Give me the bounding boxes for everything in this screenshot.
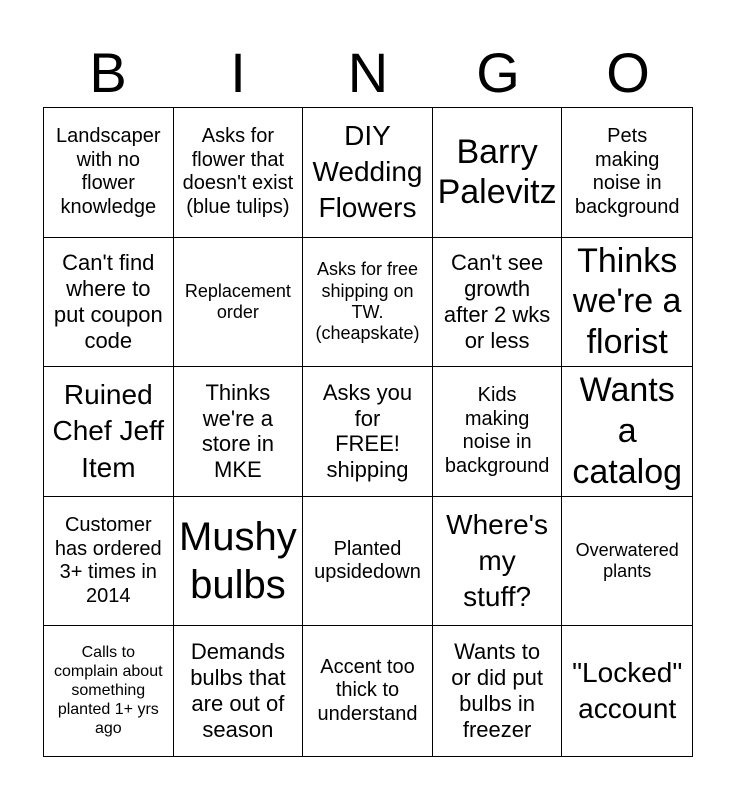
header-letter-o: O: [606, 41, 650, 104]
bingo-cell[interactable]: Barry Palevitz: [433, 108, 563, 238]
bingo-cell[interactable]: Thinks we're a store in MKE: [174, 367, 304, 497]
bingo-cell[interactable]: Overwatered plants: [562, 497, 692, 627]
bingo-cell[interactable]: Asks you for FREE! shipping: [303, 367, 433, 497]
bingo-cell[interactable]: Asks for flower that doesn't exist (blue tulips): [174, 108, 304, 238]
bingo-cell[interactable]: Pets making noise in background: [562, 108, 692, 238]
bingo-header: [43, 40, 693, 106]
bingo-cell[interactable]: Mushy bulbs: [174, 497, 304, 627]
bingo-cell[interactable]: Ruined Chef Jeff Item: [44, 367, 174, 497]
bingo-cell[interactable]: Demands bulbs that are out of season: [174, 626, 304, 756]
bingo-cell[interactable]: Replacement order: [174, 238, 304, 368]
bingo-cell[interactable]: Wants to or did put bulbs in freezer: [433, 626, 563, 756]
bingo-board: [43, 107, 693, 757]
bingo-cell[interactable]: Can't find where to put coupon code: [44, 238, 174, 368]
bingo-cell[interactable]: Thinks we're a florist: [562, 238, 692, 368]
header-letter-i: I: [230, 41, 246, 104]
bingo-cell[interactable]: Can't see growth after 2 wks or less: [433, 238, 563, 368]
bingo-cell[interactable]: "Locked" account: [572, 656, 683, 725]
bingo-cell[interactable]: Asks for free shipping on TW. (cheapskate): [303, 238, 433, 368]
bingo-cell[interactable]: Planted upsidedown: [303, 497, 433, 627]
bingo-cell[interactable]: Landscaper with no flower knowledge: [44, 108, 174, 238]
header-letter-g: G: [476, 41, 520, 104]
bingo-cell[interactable]: Accent too thick to understand: [303, 626, 433, 756]
bingo-cell[interactable]: Calls to complain about something planted 1+ yrs ago: [44, 626, 174, 756]
bingo-cell[interactable]: Wants a catalog: [562, 367, 692, 497]
header-letter-b: B: [89, 41, 127, 104]
bingo-cell[interactable]: Kids making noise in background: [433, 367, 563, 497]
bingo-cell[interactable]: Customer has ordered 3+ times in 2014: [44, 497, 174, 627]
bingo-cell[interactable]: DIY Wedding Flowers: [303, 108, 433, 238]
bingo-cell[interactable]: Where's my stuff?: [433, 497, 563, 627]
header-letter-n: N: [347, 41, 389, 104]
